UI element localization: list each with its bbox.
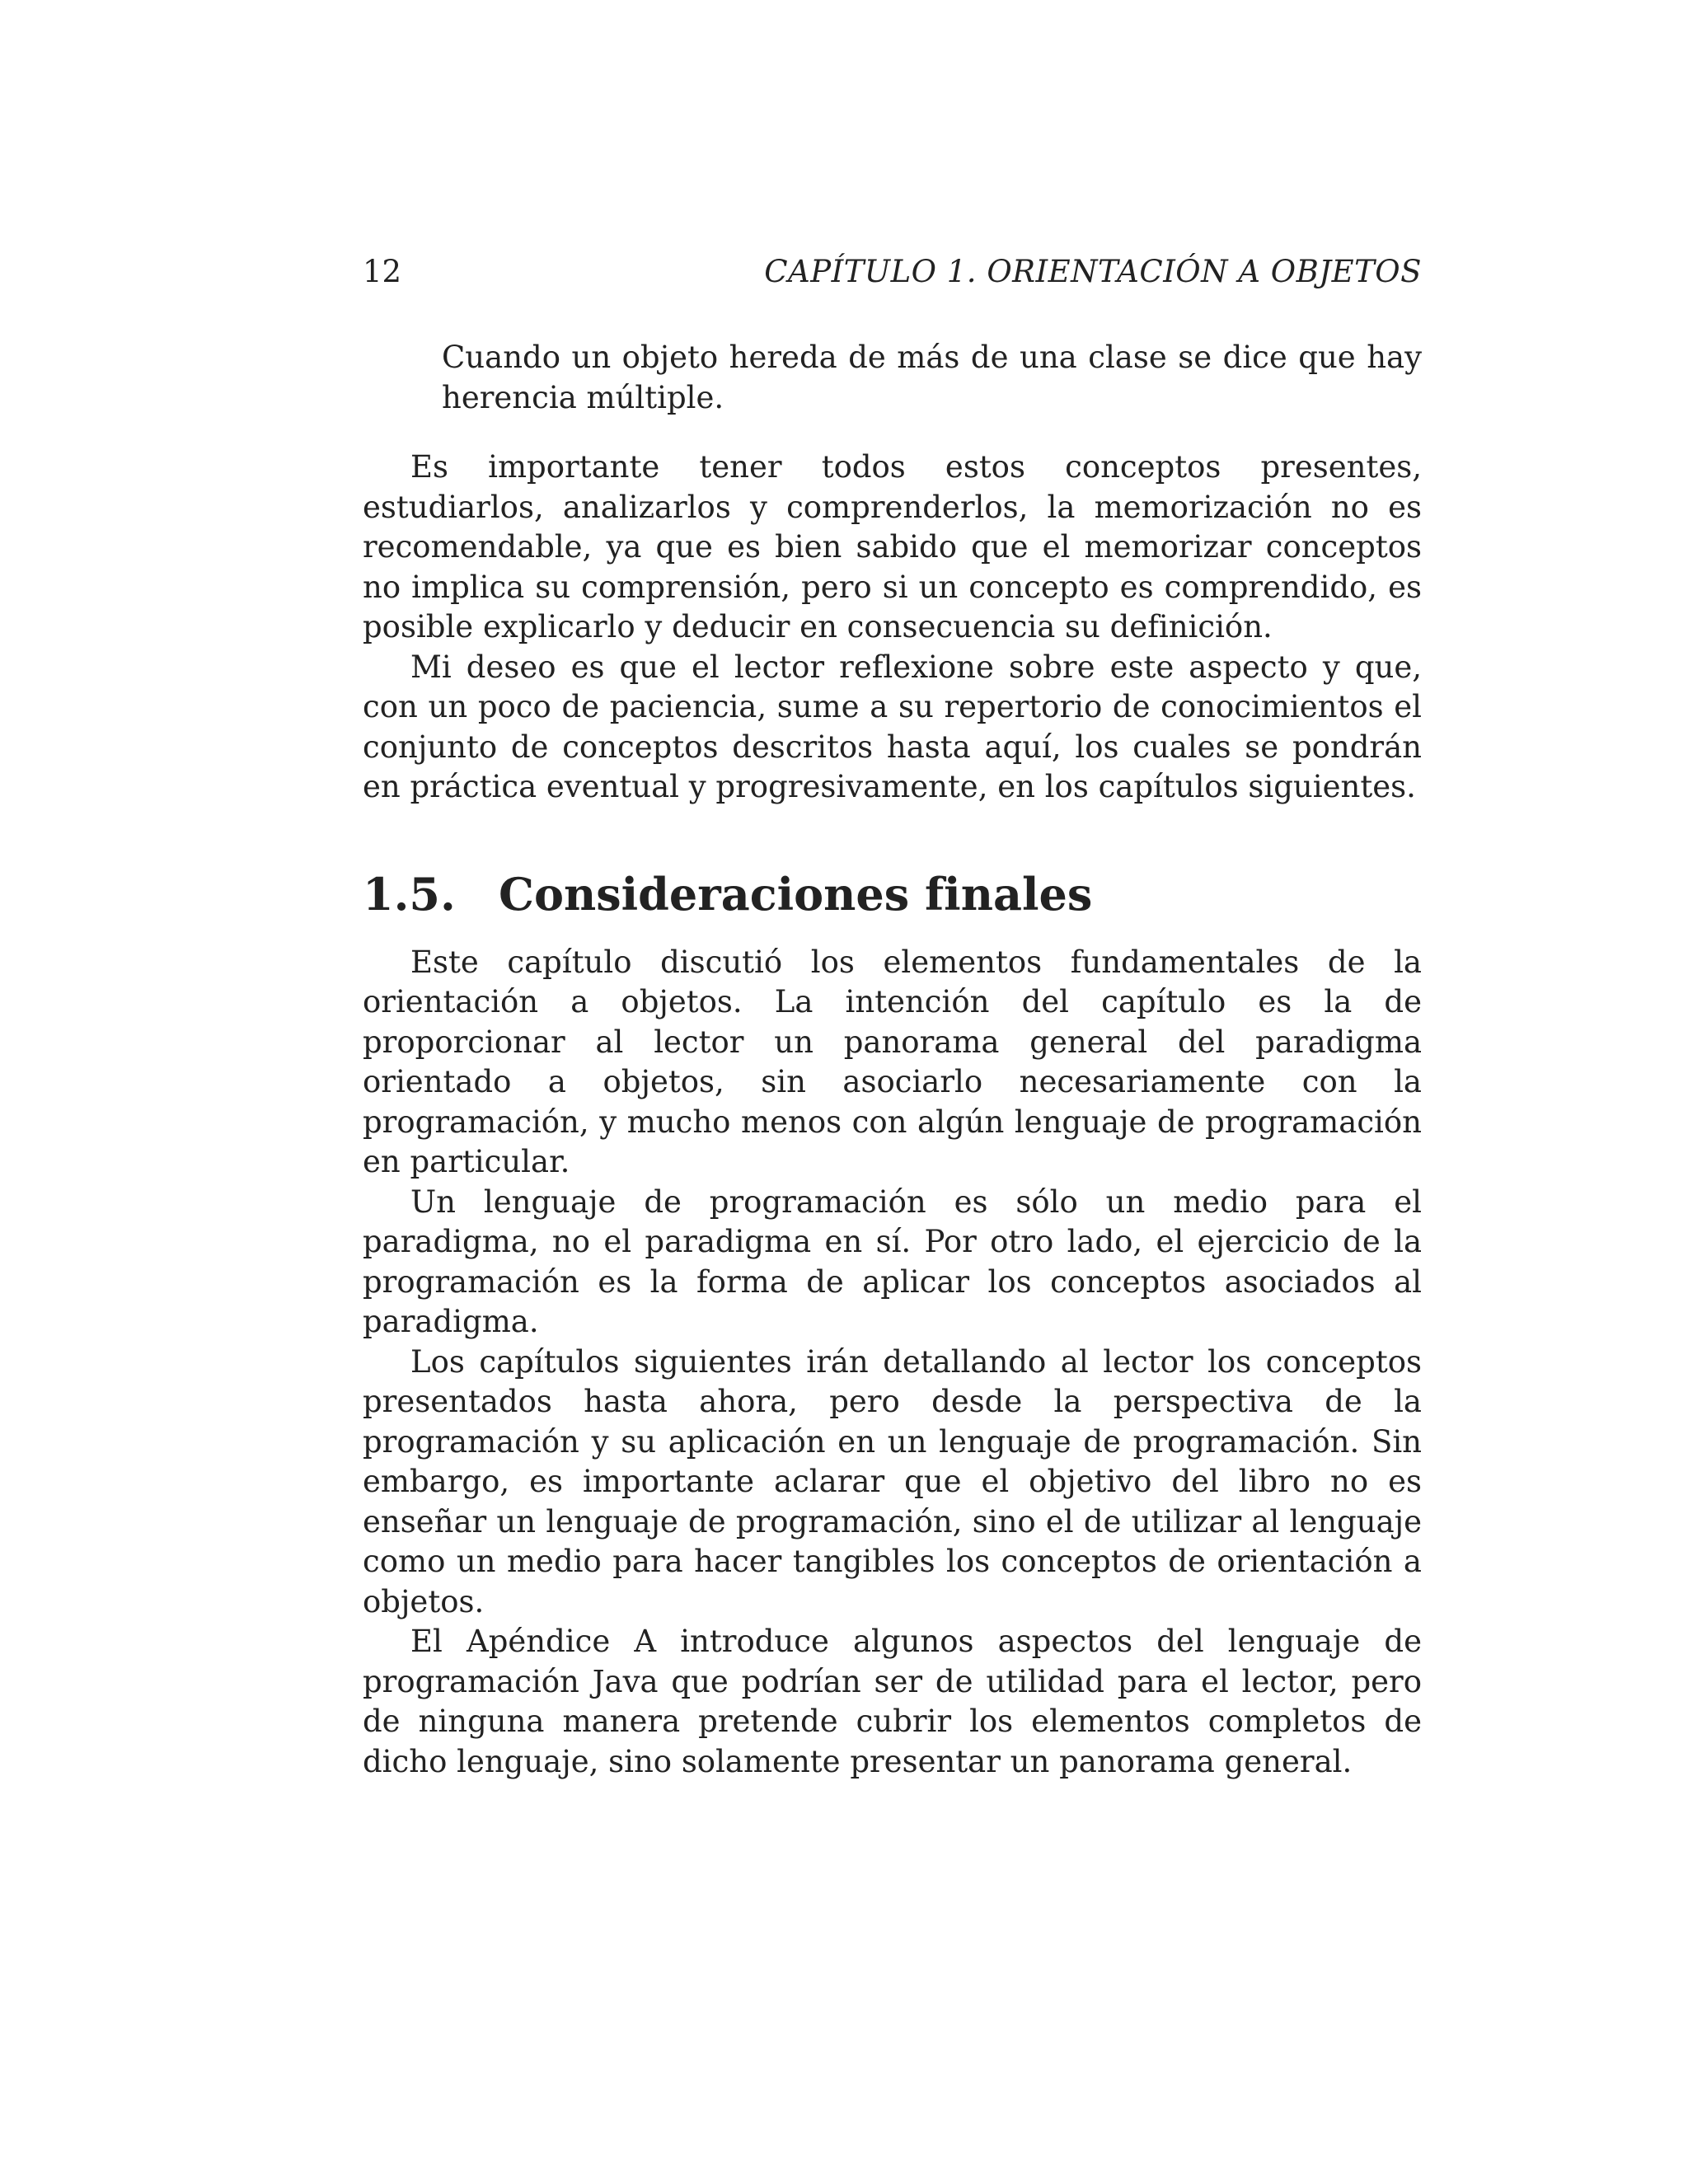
running-header: [363, 247, 1422, 297]
section-title: Consideraciones finales: [499, 867, 1093, 921]
body-paragraph: Este capítulo discutió los elementos fundamentales de la orientación a objetos. La intención del capítulo es la de proporcionar al lector un panorama general del paradigma orientado a objetos, sin asociarlo necesariamente con la programación, y mucho menos con algún lenguaje de programación en particular.: [363, 944, 1422, 1179]
page-number: 12: [363, 254, 402, 289]
section-number: 1.5.: [363, 867, 456, 921]
multiple-inheritance-note: Cuando un objeto hereda de más de una clase se dice que hay herencia múltiple.: [442, 340, 1422, 415]
body-paragraph: Un lenguaje de programación es sólo un medio para el paradigma, no el paradigma en sí. Por otro lado, el ejercicio de la programación es la forma de aplicar los conceptos asociados al paradigma.: [363, 1183, 1422, 1339]
section-heading: [363, 865, 1422, 923]
chapter-title: CAPÍTULO 1. ORIENTACIÓN A OBJETOS: [764, 254, 1422, 289]
body-paragraph: El Apéndice A introduce algunos aspectos del lenguaje de programación Java que podrían ser de utilidad para el lector, pero de ninguna manera pretende cubrir los elementos completos de dicho lenguaje, sino solamente presentar un panorama general.: [363, 1624, 1422, 1779]
book-page: [363, 247, 1422, 1782]
body-paragraph: Los capítulos siguientes irán detallando al lector los conceptos presentados hasta ahora, pero desde la perspectiva de la programación y su aplicación en un lenguaje de programación. Sin embargo, es importante aclarar que el objetivo del libro no es enseñar un lenguaje de programación, sino el de utilizar al lenguaje como un medio para hacer tangibles los conceptos de orientación a objetos.: [363, 1343, 1422, 1619]
body-paragraph: Mi deseo es que el lector reflexione sobre este aspecto y que, con un poco de paciencia, sume a su repertorio de conocimientos el conjunto de conceptos descritos hasta aquí, los cuales se pondrán en práctica eventual y progresivamente, en los capítulos siguientes.: [363, 649, 1422, 804]
body-paragraph: Es importante tener todos estos conceptos presentes, estudiarlos, analizarlos y comprenderlos, la memorización no es recomendable, ya que es bien sabido que el memorizar conceptos no implica su comprensión, pero si un concepto es comprendido, es posible explicarlo y deducir en consecuencia su definición.: [363, 449, 1422, 644]
